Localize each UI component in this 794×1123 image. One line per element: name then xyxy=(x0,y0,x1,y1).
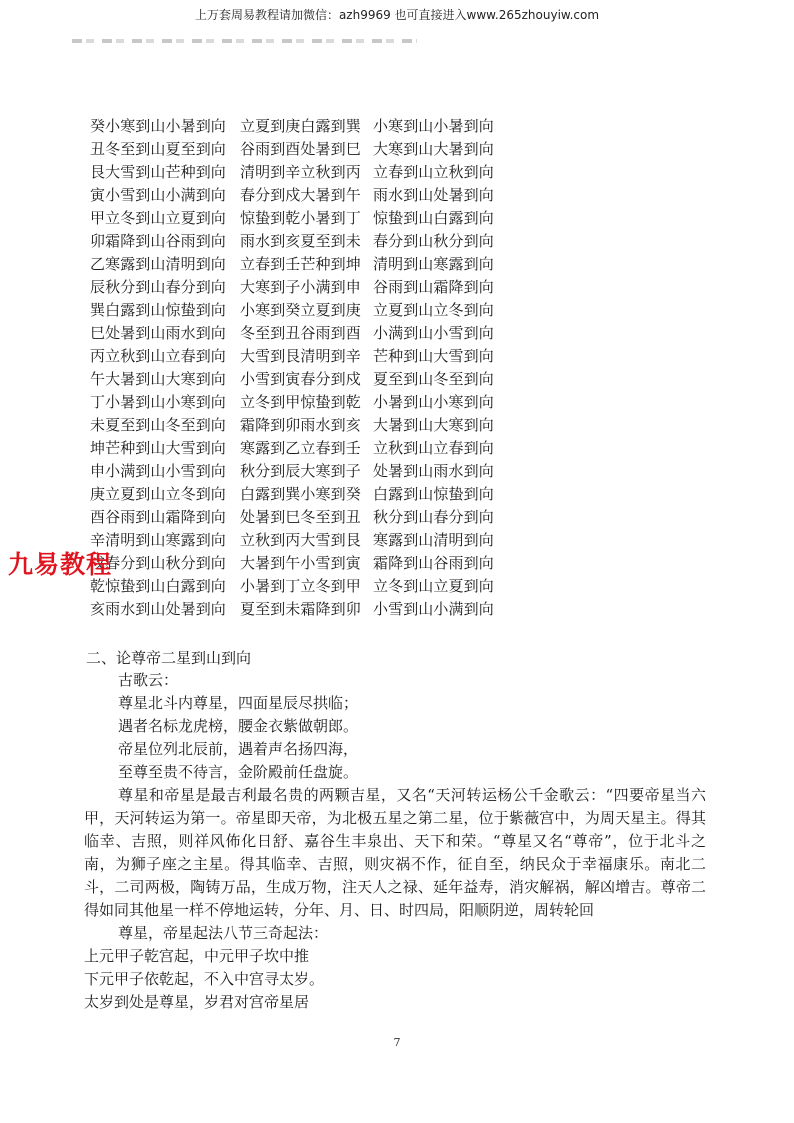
table-row xyxy=(90,298,520,321)
table-cell: 小雪到山小满到向 xyxy=(373,600,494,618)
table-row xyxy=(90,229,520,252)
method-line: 太岁到处是尊星，岁君对宫帝星居 xyxy=(84,993,310,1011)
table-row xyxy=(90,574,520,597)
table-cell: 惊蛰到乾小暑到丁 xyxy=(240,209,361,227)
table-cell: 立秋到丙大雪到艮 xyxy=(240,531,361,549)
table-cell: 寒露到山清明到向 xyxy=(373,531,494,549)
table-cell: 处暑到山雨水到向 xyxy=(373,462,494,480)
table-cell: 夏至到山冬至到向 xyxy=(373,370,494,388)
table-row xyxy=(90,321,520,344)
table-cell: 大暑到午小雪到寅 xyxy=(240,554,361,572)
table-cell: 芒种到山大雪到向 xyxy=(373,347,494,365)
table-row xyxy=(90,528,520,551)
table-cell: 申小满到山小雪到向 xyxy=(90,462,226,480)
table-cell: 大寒到山大暑到向 xyxy=(373,140,494,158)
table-cell: 白露到山惊蛰到向 xyxy=(373,485,494,503)
body-paragraph: 尊星和帝星是最吉利最名贵的两颗吉星，又名“天河转运杨公千金歌云：“四要帝星当六甲，天河转运为第一。帝星即天帝，为北极五星之第二星，位于紫薇宫中，为周天星主。得其临幸、吉照，则祥风佈化日舒、嘉谷生丰泉出、天下和荣。“尊星又名“尊帝”，位于北斗之南，为狮子座之主星。得其临幸、吉照，则灾祸不作，征自至，纳民众于幸福康乐。南北二斗，二司两极，陶铸万品，生成万物，注天人之禄、延年益寿，消灾解祸，解凶增吉。尊帝二得如同其他星一样不停地运转，分年、月、日、时四局，阳顺阴逆，周转轮回 xyxy=(84,786,706,919)
table-row xyxy=(90,183,520,206)
table-cell: 艮大雪到山芒种到向 xyxy=(90,163,226,181)
table-cell: 乙寒露到山清明到向 xyxy=(90,255,226,273)
star-table xyxy=(90,114,520,620)
table-cell: 寅小雪到山小满到向 xyxy=(90,186,226,204)
table-cell: 丁小暑到山小寒到向 xyxy=(90,393,226,411)
table-cell: 午大暑到山大寒到向 xyxy=(90,370,226,388)
table-cell: 大暑到山大寒到向 xyxy=(373,416,494,434)
table-cell: 卯霜降到山谷雨到向 xyxy=(90,232,226,250)
table-row xyxy=(90,390,520,413)
table-cell: 立夏到庚白露到巽 xyxy=(240,117,361,135)
table-cell: 清明到辛立秋到丙 xyxy=(240,163,361,181)
table-cell: 白露到巽小寒到癸 xyxy=(240,485,361,503)
table-row xyxy=(90,551,520,574)
table-cell: 立秋到山立春到向 xyxy=(373,439,494,457)
table-row xyxy=(90,367,520,390)
table-cell: 立冬到甲惊蛰到乾 xyxy=(240,393,361,411)
table-cell: 春分到山秋分到向 xyxy=(373,232,494,250)
table-cell: 秋分到辰大寒到子 xyxy=(240,462,361,480)
table-row xyxy=(90,436,520,459)
method-line: 上元甲子乾宫起，中元甲子坎中推 xyxy=(84,947,310,965)
table-row xyxy=(90,160,520,183)
table-cell: 小雪到寅春分到戍 xyxy=(240,370,361,388)
table-row xyxy=(90,206,520,229)
poem-line: 尊星北斗内尊星，四面星辰尽拱临； xyxy=(118,694,359,712)
table-cell: 小暑到山小寒到向 xyxy=(373,393,494,411)
table-cell: 亥雨水到山处暑到向 xyxy=(90,600,226,618)
table-cell: 巳处暑到山雨水到向 xyxy=(90,324,226,342)
table-cell: 雨水到山处暑到向 xyxy=(373,186,494,204)
method-line: 下元甲子依乾起，不入中宫寻太岁。 xyxy=(84,970,325,988)
table-cell: 春分到戍大暑到午 xyxy=(240,186,361,204)
table-row xyxy=(90,275,520,298)
table-row xyxy=(90,137,520,160)
table-cell: 小寒到癸立夏到庚 xyxy=(240,301,361,319)
table-cell: 丑冬至到山夏至到向 xyxy=(90,140,226,158)
table-cell: 小寒到山小暑到向 xyxy=(373,117,494,135)
table-cell: 立夏到山立冬到向 xyxy=(373,301,494,319)
table-row xyxy=(90,482,520,505)
table-cell: 小满到山小雪到向 xyxy=(373,324,494,342)
table-cell: 丙立秋到山立春到向 xyxy=(90,347,226,365)
table-cell: 夏至到未霜降到卯 xyxy=(240,600,361,618)
table-cell: 癸小寒到山小暑到向 xyxy=(90,117,226,135)
page-number: 7 xyxy=(393,1036,401,1049)
poem-line: 帝星位列北辰前，遇着声名扬四海， xyxy=(118,740,359,758)
table-row xyxy=(90,459,520,482)
table-cell: 未夏至到山冬至到向 xyxy=(90,416,226,434)
table-cell: 坤芒种到山大雪到向 xyxy=(90,439,226,457)
header-note: 上万套周易教程请加微信：azh9969 也可直接进入www.265zhouyiw.com xyxy=(194,8,600,22)
table-cell: 大雪到艮清明到辛 xyxy=(240,347,361,365)
poem-intro: 古歌云： xyxy=(118,671,179,689)
table-cell: 大寒到子小满到申 xyxy=(240,278,361,296)
table-cell: 乾惊蛰到山白露到向 xyxy=(90,577,226,595)
table-cell: 立冬到山立夏到向 xyxy=(373,577,494,595)
table-row xyxy=(90,114,520,137)
table-row xyxy=(90,413,520,436)
poem-line: 至尊至贵不待言，金阶殿前任盘旋。 xyxy=(118,763,359,781)
table-cell: 处暑到巳冬至到丑 xyxy=(240,508,361,526)
table-cell: 巽白露到山惊蛰到向 xyxy=(90,301,226,319)
section-zun-di-stars xyxy=(84,647,724,1014)
table-cell: 霜降到卯雨水到亥 xyxy=(240,416,361,434)
table-row xyxy=(90,344,520,367)
table-row xyxy=(90,597,520,620)
table-cell: 甲立冬到山立夏到向 xyxy=(90,209,226,227)
table-cell: 辰秋分到山春分到向 xyxy=(90,278,226,296)
method-intro: 尊星，帝星起法八节三奇起法： xyxy=(118,924,329,942)
table-cell: 谷雨到山霜降到向 xyxy=(373,278,494,296)
table-cell: 霜降到山谷雨到向 xyxy=(373,554,494,572)
table-cell: 小暑到丁立冬到甲 xyxy=(240,577,361,595)
table-cell: 冬至到丑谷雨到酉 xyxy=(240,324,361,342)
scan-artifact-line xyxy=(72,39,417,43)
table-cell: 惊蛰到山白露到向 xyxy=(373,209,494,227)
table-row xyxy=(90,252,520,275)
table-cell: 戍春分到山秋分到向 xyxy=(90,554,226,572)
table-cell: 雨水到亥夏至到未 xyxy=(240,232,361,250)
table-cell: 立春到壬芒种到坤 xyxy=(240,255,361,273)
table-cell: 立春到山立秋到向 xyxy=(373,163,494,181)
table-cell: 庚立夏到山立冬到向 xyxy=(90,485,226,503)
table-cell: 酉谷雨到山霜降到向 xyxy=(90,508,226,526)
table-cell: 谷雨到酉处暑到巳 xyxy=(240,140,361,158)
table-cell: 清明到山寒露到向 xyxy=(373,255,494,273)
poem-line: 遇者名标龙虎榜，腰金衣紫做朝郎。 xyxy=(118,717,359,735)
table-cell: 寒露到乙立春到壬 xyxy=(240,439,361,457)
watermark: 九易教程 xyxy=(8,550,113,579)
table-row xyxy=(90,505,520,528)
table-cell: 辛清明到山寒露到向 xyxy=(90,531,226,549)
table-cell: 秋分到山春分到向 xyxy=(373,508,494,526)
section-title: 二、论尊帝二星到山到向 xyxy=(86,649,252,667)
